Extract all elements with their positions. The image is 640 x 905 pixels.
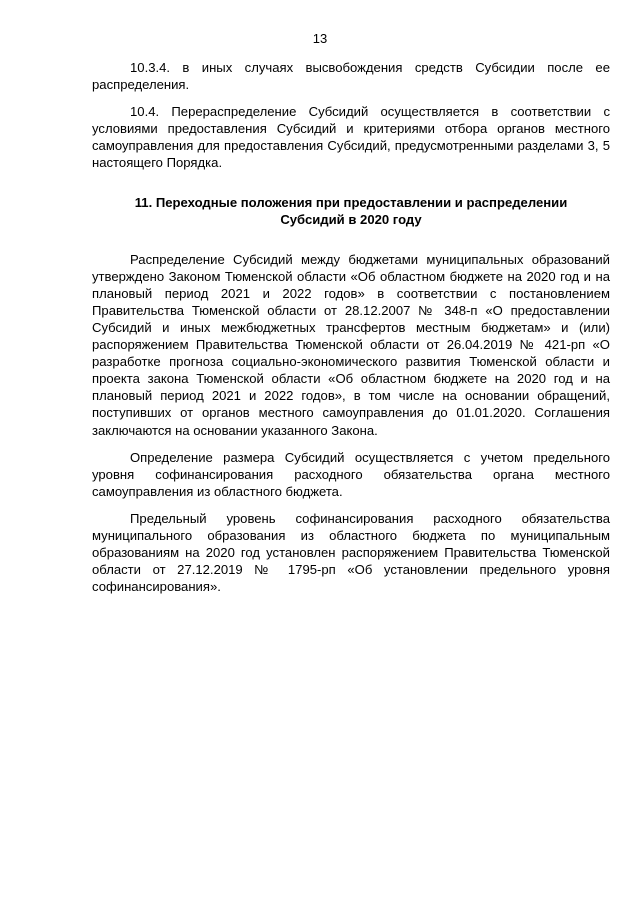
paragraph-10-3-4: 10.3.4. в иных случаях высвобождения средств Субсидии после ее распределения. (92, 60, 610, 93)
document-body (92, 59, 610, 595)
paragraph-cofinancing-level: Предельный уровень софинансирования расходного обязательства муниципального образования из областного бюджета по муниципальным образованиям на 2020 год установлен распоряжением Правительства Тюменской области от 27.12.2019 № 1795-рп «Об установлении предельного уровня софинансирования». (92, 510, 610, 595)
section-heading-11: 11. Переходные положения при предоставлении и распределении Субсидий в 2020 году (134, 194, 568, 227)
paragraph-distribution: Распределение Субсидий между бюджетами муниципальных образований утверждено Законом Тюменской области «Об областном бюджете на 2020 год и на плановый период 2021 и 2022 годов» в соответствии с постановлением Правительства Тюменской области от 28.12.2007 № 348-п «О предоставлении Субсидий и иных межбюджетных трансфертов местным бюджетам» и (или) распоряжением Правительства Тюменской области от 26.04.2019 № 421-рп «О разработке прогноза социально-экономического развития Тюменской области и проекта закона Тюменской области «Об областном бюджете на 2020 год и на плановый период 2021 и 2022 годов», в том числе на основании обращений, поступивших от органов местного самоуправления до 01.01.2020. Соглашения заключаются на основании указанного Закона. (92, 251, 610, 438)
paragraph-10-4: 10.4. Перераспределение Субсидий осуществляется в соответствии с условиями предоставления Субсидий и критериями отбора органов местного самоуправления для предоставления Субсидий, предусмотренными разделами 3, 5 настоящего Порядка. (92, 104, 610, 171)
paragraph-subsidy-amount: Определение размера Субсидий осуществляется с учетом предельного уровня софинансирования расходного обязательства органа местного самоуправления из областного бюджета. (92, 449, 610, 499)
page-number: 13 (312, 31, 328, 46)
